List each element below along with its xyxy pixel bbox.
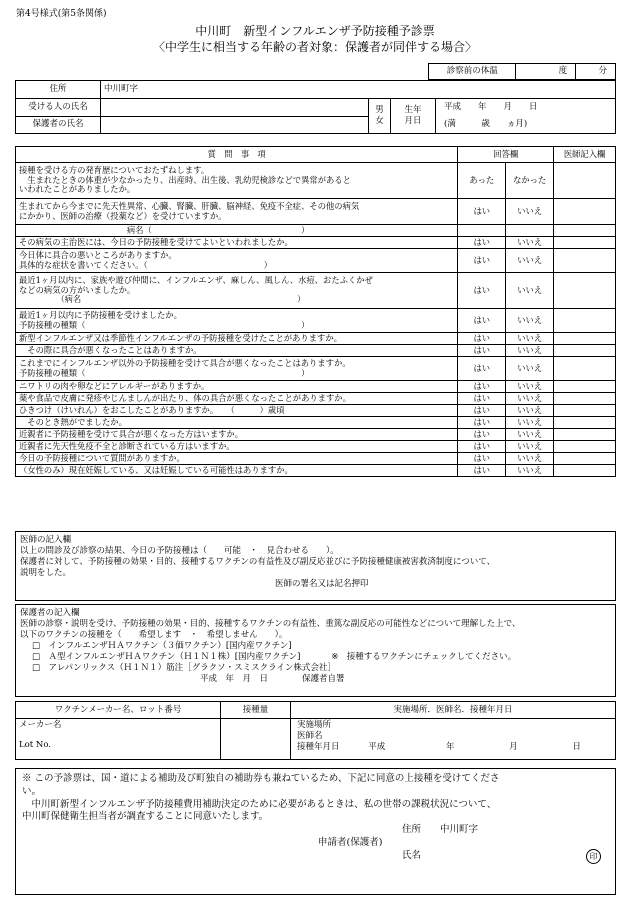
answer-yes[interactable]: はい (458, 453, 506, 465)
age-line: (満 歳 ヵ月) (444, 119, 528, 129)
date-day: 日 (572, 742, 581, 753)
parent-section (15, 604, 616, 697)
answer-no[interactable]: いいえ (506, 381, 554, 393)
parent-line2: 以下のワクチンの接種を（ 希望します ・ 希望しません ）。 (20, 630, 288, 641)
question-row (16, 309, 616, 333)
date-label: 接種年月日 (297, 742, 340, 753)
answer-no[interactable]: いいえ (506, 249, 554, 273)
question-row (16, 417, 616, 429)
question-text: そのとき熱がでましたか。 (16, 417, 458, 429)
guardian-label: 保護者の氏名 (16, 116, 101, 134)
consent-address-line[interactable] (22, 824, 609, 837)
answer-yes[interactable]: はい (458, 309, 506, 333)
consent-line3: 中川町保健衛生担当者が調査することに同意いたします。 (22, 811, 269, 823)
answer-no[interactable]: いいえ (506, 465, 554, 477)
answer-no[interactable]: いいえ (506, 309, 554, 333)
question-row (16, 405, 616, 417)
answer-yes[interactable]: はい (458, 405, 506, 417)
name-label: 受ける人の氏名 (16, 99, 101, 117)
consent-address-value: 中川町字 (440, 824, 479, 836)
col-item-header: 質 問 事 項 (16, 147, 458, 163)
answer-no[interactable]: いいえ (506, 199, 554, 225)
parent-signature[interactable]: 平成 年 月 日 保護者自署 (200, 674, 345, 685)
parent-title: 保護者の記入欄 (20, 608, 80, 618)
question-text: （女性のみ）現在妊娠している、又は妊娠している可能性はありますか。 (16, 465, 458, 477)
guardian-field[interactable] (101, 116, 369, 134)
doctor-note-cell[interactable] (554, 441, 616, 453)
question-text: その際に具合が悪くなったことはありますか。 (16, 345, 458, 357)
answer-yes[interactable]: はい (458, 441, 506, 453)
answer-yes[interactable]: はい (458, 465, 506, 477)
question-row (16, 163, 616, 199)
date-era: 平成 (368, 742, 386, 753)
question-text: ひきつけ（けいれん）をおこしたことがありますか。 （ ）歳頃 (16, 405, 458, 417)
doctor-title: 医師の記入欄 (20, 535, 72, 545)
doctor-note-cell[interactable] (554, 381, 616, 393)
consent-name-label: 氏名 (402, 849, 422, 861)
answer-yes[interactable]: はい (458, 393, 506, 405)
doctor-note-cell[interactable] (554, 465, 616, 477)
answer-no[interactable]: いいえ (506, 333, 554, 345)
question-text: 病名（ ） (16, 225, 458, 237)
answer-no[interactable]: いいえ (506, 393, 554, 405)
answer-yes[interactable]: はい (458, 357, 506, 381)
answer-no[interactable]: いいえ (506, 405, 554, 417)
answer-yes[interactable]: はい (458, 429, 506, 441)
sex-field[interactable]: 男 女 (369, 99, 391, 134)
doctor-line1: 以上の問診及び診察の結果、今日の予防接種は（ 可能 ・ 見合わせる ）。 (20, 546, 339, 557)
consent-section (15, 768, 616, 895)
vaccination-date-line (297, 742, 612, 753)
answer-yes[interactable]: はい (458, 345, 506, 357)
answer-no[interactable]: いいえ (506, 345, 554, 357)
question-row (16, 273, 616, 309)
birth-date-line: 平成 年 月 日 (444, 102, 538, 112)
answer-yes[interactable]: はい (458, 249, 506, 273)
doctor-note-cell[interactable] (554, 237, 616, 249)
doctor-note-cell[interactable] (554, 345, 616, 357)
question-text: 最近1ヶ月以内に、家族や遊び仲間に、インフルエンザ、麻しん、風しん、水痘、おたふくかぜ などの病気の方がいましたか。 （病名 ） (16, 273, 458, 309)
answer-no[interactable] (506, 225, 554, 237)
question-text: その病気の主治医には、今日の予防接種を受けてよいといわれましたか。 (16, 237, 458, 249)
address-field[interactable]: 中川町字 (101, 81, 616, 99)
consent-address-label: 住所 (402, 824, 422, 836)
consent-line2: 中川町新型インフルエンザ予防接種費用補助決定のために必要があるときは、私の世帯の課税状況について、 (22, 798, 497, 810)
lot-table (15, 701, 616, 760)
answer-no[interactable]: いいえ (506, 273, 554, 309)
answer-yes[interactable]: はい (458, 273, 506, 309)
question-row (16, 237, 616, 249)
doctor-note-cell[interactable] (554, 357, 616, 381)
answer-yes[interactable]: はい (458, 199, 506, 225)
lot-col-maker: ワクチンメーカー名、ロット番号 (16, 702, 221, 719)
question-row (16, 199, 616, 225)
answer-no[interactable]: なかった (506, 163, 554, 199)
doctor-name-label: 医師名 (297, 731, 323, 742)
maker-field[interactable] (16, 719, 221, 760)
temperature-degree[interactable]: 度 (516, 64, 576, 80)
temperature-minute[interactable]: 分 (576, 64, 616, 80)
doctor-note-cell[interactable] (554, 309, 616, 333)
question-row (16, 357, 616, 381)
question-row (16, 453, 616, 465)
doctor-note-cell[interactable] (554, 225, 616, 237)
question-row (16, 441, 616, 453)
vaccine-option-note: ※ 接種するワクチンにチェックしてください。 (331, 652, 517, 663)
answer-yes[interactable] (458, 225, 506, 237)
answer-yes[interactable]: はい (458, 381, 506, 393)
question-text: 今日体に具合の悪いところがありますか。 具体的な症状を書いてください。（ ） (16, 249, 458, 273)
answer-no[interactable]: いいえ (506, 417, 554, 429)
form-number: 第4号様式(第5条関係) (16, 9, 107, 19)
question-row (16, 393, 616, 405)
question-text: 最近1ヶ月以内に予防接種を受けましたか。 予防接種の種類（ ） (16, 309, 458, 333)
question-row (16, 333, 616, 345)
question-text: これまでにインフルエンザ以外の予防接種を受けて具合が悪くなったことはありますか。 予防接種の種類（ ） (16, 357, 458, 381)
question-row (16, 345, 616, 357)
page-subtitle: 〈中学生に相当する年齢の者対象：保護者が同伴する場合〉 (152, 40, 477, 54)
doctor-line2: 保護者に対して、予防接種の効果・目的、接種するワクチンの有益性及び副反応並びに予防接種健康被害救済制度について、 (20, 557, 496, 568)
seal-mark: 印 (586, 849, 601, 864)
temperature-label: 診察前の体温 (429, 64, 516, 80)
address-label: 住所 (16, 81, 101, 99)
answer-yes[interactable]: あった (458, 163, 506, 199)
doctor-note-cell[interactable] (554, 417, 616, 429)
place-field[interactable] (291, 719, 616, 760)
answer-no[interactable]: いいえ (506, 429, 554, 441)
name-field[interactable] (101, 99, 369, 117)
doctor-note-cell[interactable] (554, 249, 616, 273)
answer-no[interactable]: いいえ (506, 237, 554, 249)
doctor-note-cell[interactable] (554, 453, 616, 465)
vaccine-option-3[interactable]: □ アレパンリックス（Ｈ１Ｎ１）筋注［グラクソ・スミスクライン株式会社］ (32, 663, 336, 674)
answer-yes[interactable]: はい (458, 237, 506, 249)
question-text: 近親者に予防接種を受けて具合が悪くなった方はいますか。 (16, 429, 458, 441)
question-text: 接種を受ける方の発育歴についておたずねします。 生まれたときの体重が少なかったり、出産時、出生後、乳幼児検診などで異常があると いわれたことがありましたか。 (16, 163, 458, 199)
vaccine-option-1[interactable]: □ インフルエンザＨＡワクチン（３価ワクチン）[国内産ワクチン] (32, 641, 292, 652)
answer-no[interactable]: いいえ (506, 357, 554, 381)
date-month: 月 (509, 742, 518, 753)
page-title: 中川町 新型インフルエンザ予防接種予診票 (195, 24, 435, 38)
consent-name-line[interactable] (22, 850, 609, 863)
doctor-section (15, 531, 616, 601)
questionnaire-table (15, 146, 616, 477)
question-row (16, 465, 616, 477)
answer-no[interactable]: いいえ (506, 453, 554, 465)
lot-col-dose: 接種量 (221, 702, 291, 719)
doctor-note-cell[interactable] (554, 405, 616, 417)
doctor-note-cell[interactable] (554, 393, 616, 405)
doctor-note-cell[interactable] (554, 199, 616, 225)
answer-no[interactable]: いいえ (506, 441, 554, 453)
question-text: ニワトリの肉や卵などにアレルギーがありますか。 (16, 381, 458, 393)
applicant-label: 申請者(保護者) (318, 837, 383, 849)
col-answer-header: 回答欄 (458, 147, 554, 163)
answer-yes[interactable]: はい (458, 333, 506, 345)
doctor-note-cell[interactable] (554, 163, 616, 199)
consent-line1: ※ この予診票は、国・道による補助及び町独自の補助券も兼ねているため、下記に同意の上接種を受けてくださ (22, 773, 500, 784)
vaccine-option-2-label: □ Ａ型インフルエンザＨＡワクチン（Ｈ１Ｎ１株）[国内産ワクチン] (32, 652, 301, 663)
vaccine-option-2[interactable] (20, 652, 611, 663)
birth-field[interactable] (436, 99, 616, 134)
doctor-note-cell[interactable] (554, 273, 616, 309)
lot-col-place: 実施場所．医師名．接種年月日 (291, 702, 616, 719)
question-row (16, 429, 616, 441)
question-text: 新型インフルエンザ又は季節性インフルエンザの予防接種を受けたことがありますか。 (16, 333, 458, 345)
doctor-signature[interactable]: 医師の署名又は記名押印 (275, 579, 369, 590)
temperature-table (428, 63, 616, 80)
birth-label: 生年 月日 (391, 99, 436, 134)
col-doctor-header: 医師記入欄 (554, 147, 616, 163)
question-row (16, 381, 616, 393)
question-text: 今日の予防接種について質問がありますか。 (16, 453, 458, 465)
dose-field[interactable] (221, 719, 291, 760)
parent-line1: 医師の診察・説明を受け、予防接種の効果・目的、接種するワクチンの有益性、重篤な副反応の可能性などについて理解した上で、 (20, 619, 521, 630)
place-label: 実施場所 (297, 720, 332, 730)
date-year: 年 (445, 742, 455, 753)
doctor-line3: 説明をした。 (20, 568, 72, 579)
maker-label: メーカー名 (19, 720, 62, 730)
doctor-note-cell[interactable] (554, 333, 616, 345)
consent-line1b: い。 (22, 785, 42, 797)
question-row (16, 225, 616, 237)
question-text: 薬や食品で皮膚に発疹やじんましんが出たり、体の具合が悪くなったことがありますか。 (16, 393, 458, 405)
answer-yes[interactable]: はい (458, 417, 506, 429)
question-text: 近親者に先天性免疫不全と診断されている方はいますか。 (16, 441, 458, 453)
question-row (16, 249, 616, 273)
lot-no-label: Lot No. (19, 740, 51, 751)
doctor-note-cell[interactable] (554, 429, 616, 441)
info-table (15, 80, 616, 134)
question-text: 生まれてから今までに先天性異常、心臓、腎臓、肝臓、脳神経、免疫不全症、その他の病気 にかかり、医師の治療（投薬など）を受けていますか。 (16, 199, 458, 225)
